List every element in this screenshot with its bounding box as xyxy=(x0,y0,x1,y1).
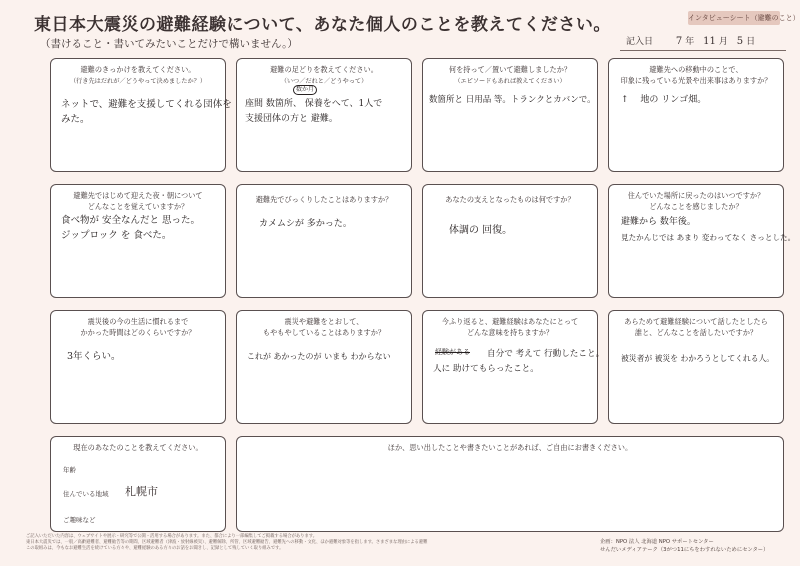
question-text: 震災や避難をとおして、 xyxy=(284,317,364,326)
answer-line: ジップロック を 食べた。 xyxy=(61,230,172,241)
footnote xyxy=(26,534,427,552)
question-subtext: かかった時間はどのくらいですか？ xyxy=(80,328,196,337)
answer-strikethrough: 経験がある xyxy=(435,348,470,356)
month-unit: 月 xyxy=(718,37,728,47)
question-text: 避難先でびっくりしたことはありますか？ xyxy=(255,195,393,204)
hobby-label: ご趣味など xyxy=(63,516,96,524)
question-card-support xyxy=(422,184,598,298)
answer-line: 支援団体の方と 避難。 xyxy=(245,114,338,124)
question-subtext: （エピソードもあれば教えてください） xyxy=(454,78,566,85)
question-subtext: 印象に残っている光景や出来事はありますか？ xyxy=(620,76,772,85)
answer-line: カメムシが 多かった。 xyxy=(259,219,352,229)
page-subtitle: （書けること・書いてみたいことだけで構いません。） xyxy=(40,38,298,50)
answer-line: 避難から 数年後。 xyxy=(621,217,696,227)
answer-line: 食べ物が 安全なんだと 思った。 xyxy=(61,215,201,226)
question-subtext: （行き先はだれが／どうやって決めましたか？） xyxy=(69,78,207,85)
entry-date xyxy=(626,34,755,47)
answer-insert: 数か月 xyxy=(293,85,317,95)
question-subtext: どんな意味を持ちますか？ xyxy=(466,328,554,337)
page-title: 東日本大震災の避難経験について、あなた個人のことを教えてください。 xyxy=(34,15,611,35)
question-text: 避難先への移動中のことで、 xyxy=(649,65,743,74)
area-value: 札幌市 xyxy=(125,485,158,498)
free-comment-section xyxy=(236,436,784,532)
answer-line: 3年くらい。 xyxy=(67,351,121,362)
footnote-line: 東日本大震災では、一般／高齢避難者、避難勧告等の期間、区域避難者（津波・放射線被災）、避難解除、所管、区域避難勧告、避難先への移動・文化、ほか避難対象等を指します。さまざまな理由による避難 xyxy=(26,540,428,545)
year-unit: 年 xyxy=(685,37,695,47)
question-subtext: もやもやしていることはありますか？ xyxy=(262,328,386,337)
question-text: 住んでいた場所に戻ったのはいつですか？ xyxy=(627,191,765,200)
question-card-belongings xyxy=(422,58,598,172)
answer-line: 被災者が 被災を わかろうとしてくれる人。 xyxy=(621,354,775,363)
question-card-route xyxy=(236,58,412,172)
area-label: 住んでいる地域 xyxy=(63,490,109,498)
profile-heading: 現在のあなたのことを教えてください。 xyxy=(73,443,203,452)
date-month: 11 xyxy=(703,36,716,47)
footnote-line: ご記入いただいた内容は、ウェブサイトや展示・研究等で公開・活用する場合があります。また、都合により一部編集してご掲載する場合があります。 xyxy=(26,534,318,539)
question-text: 今ふり返ると、避難経験はあなたにとって xyxy=(441,317,579,326)
question-subtext: 誰と、どんなことを話したいですか？ xyxy=(634,328,758,337)
answer-line: 人に 助けてもらったこと。 xyxy=(433,364,539,374)
question-text: 避難の足どりを教えてください。 xyxy=(270,65,378,74)
question-card-return xyxy=(608,184,796,298)
free-comment-heading: ほか、思い出したことや書きたいことがあれば、ご自由にお書きください。 xyxy=(387,443,633,452)
question-card-surprise xyxy=(236,184,412,298)
answer-line: ネットで、避難を支援してくれる団体を xyxy=(61,99,232,110)
footnote-line: この取組みは、今もなお避難生活を続けている方々や、避難経験のある方々のお話をお聞きし、記録として残していく取り組みです。 xyxy=(26,546,284,551)
sheet-label-badge: インタビューシート（避難のこと） xyxy=(688,11,780,25)
question-text: あなたの支えとなったものは何ですか？ xyxy=(445,195,575,204)
answer-line: 見たかんじでは あまり 変わってなく さっとした。 xyxy=(621,233,796,242)
organizer-credit xyxy=(600,538,768,554)
question-card-first-night xyxy=(50,184,226,298)
question-card-adjustment xyxy=(50,310,226,424)
date-label: 記入日 xyxy=(626,37,654,47)
question-subtext: どんなことを感じましたか？ xyxy=(649,202,743,211)
answer-line: 数箇所と 日用品 等。トランクとカバンで。 xyxy=(429,95,596,105)
answer-line: みた。 xyxy=(61,114,90,125)
date-day: 5 xyxy=(736,36,744,47)
question-text: 震災後の今の生活に慣れるまで xyxy=(87,317,189,326)
answer-line: ↑ 地の リンゴ畑。 xyxy=(621,95,707,105)
answer-line: 自分で 考えて 行動したこと。 xyxy=(487,349,605,359)
question-subtext: どんなことを覚えていますか？ xyxy=(87,202,189,211)
question-text: 避難のきっかけを教えてください。 xyxy=(80,65,196,74)
question-text: 何を持って／置いて避難しましたか？ xyxy=(448,65,572,74)
organizer-line: せんだいメディアテーク（3がつ11にちをわすれないためにセンター） xyxy=(600,547,769,553)
date-year: 7 xyxy=(675,36,683,47)
answer-line: 体調の 回復。 xyxy=(449,225,513,236)
organizer-line: 企画：NPO 法人 北海道 NPO サポートセンター xyxy=(600,539,714,545)
day-unit: 日 xyxy=(746,37,756,47)
question-card-unresolved xyxy=(236,310,412,424)
question-subtext: （いつ／だれと／どうやって） xyxy=(280,78,368,85)
answer-line: これが あかったのが いまも わからない xyxy=(247,352,391,361)
question-text: あらためて避難経験について話したとしたら xyxy=(624,317,768,326)
question-card-trigger xyxy=(50,58,232,172)
profile-section xyxy=(50,436,226,532)
question-card-conversation xyxy=(608,310,784,424)
date-underline xyxy=(620,50,786,51)
age-label: 年齢 xyxy=(63,466,76,474)
question-card-journey-scene xyxy=(608,58,784,172)
answer-line: 座間 数箇所、 保養をへて、1人で xyxy=(245,99,383,109)
question-card-meaning xyxy=(422,310,605,424)
question-text: 避難先ではじめて迎えた夜・朝について xyxy=(73,191,203,200)
